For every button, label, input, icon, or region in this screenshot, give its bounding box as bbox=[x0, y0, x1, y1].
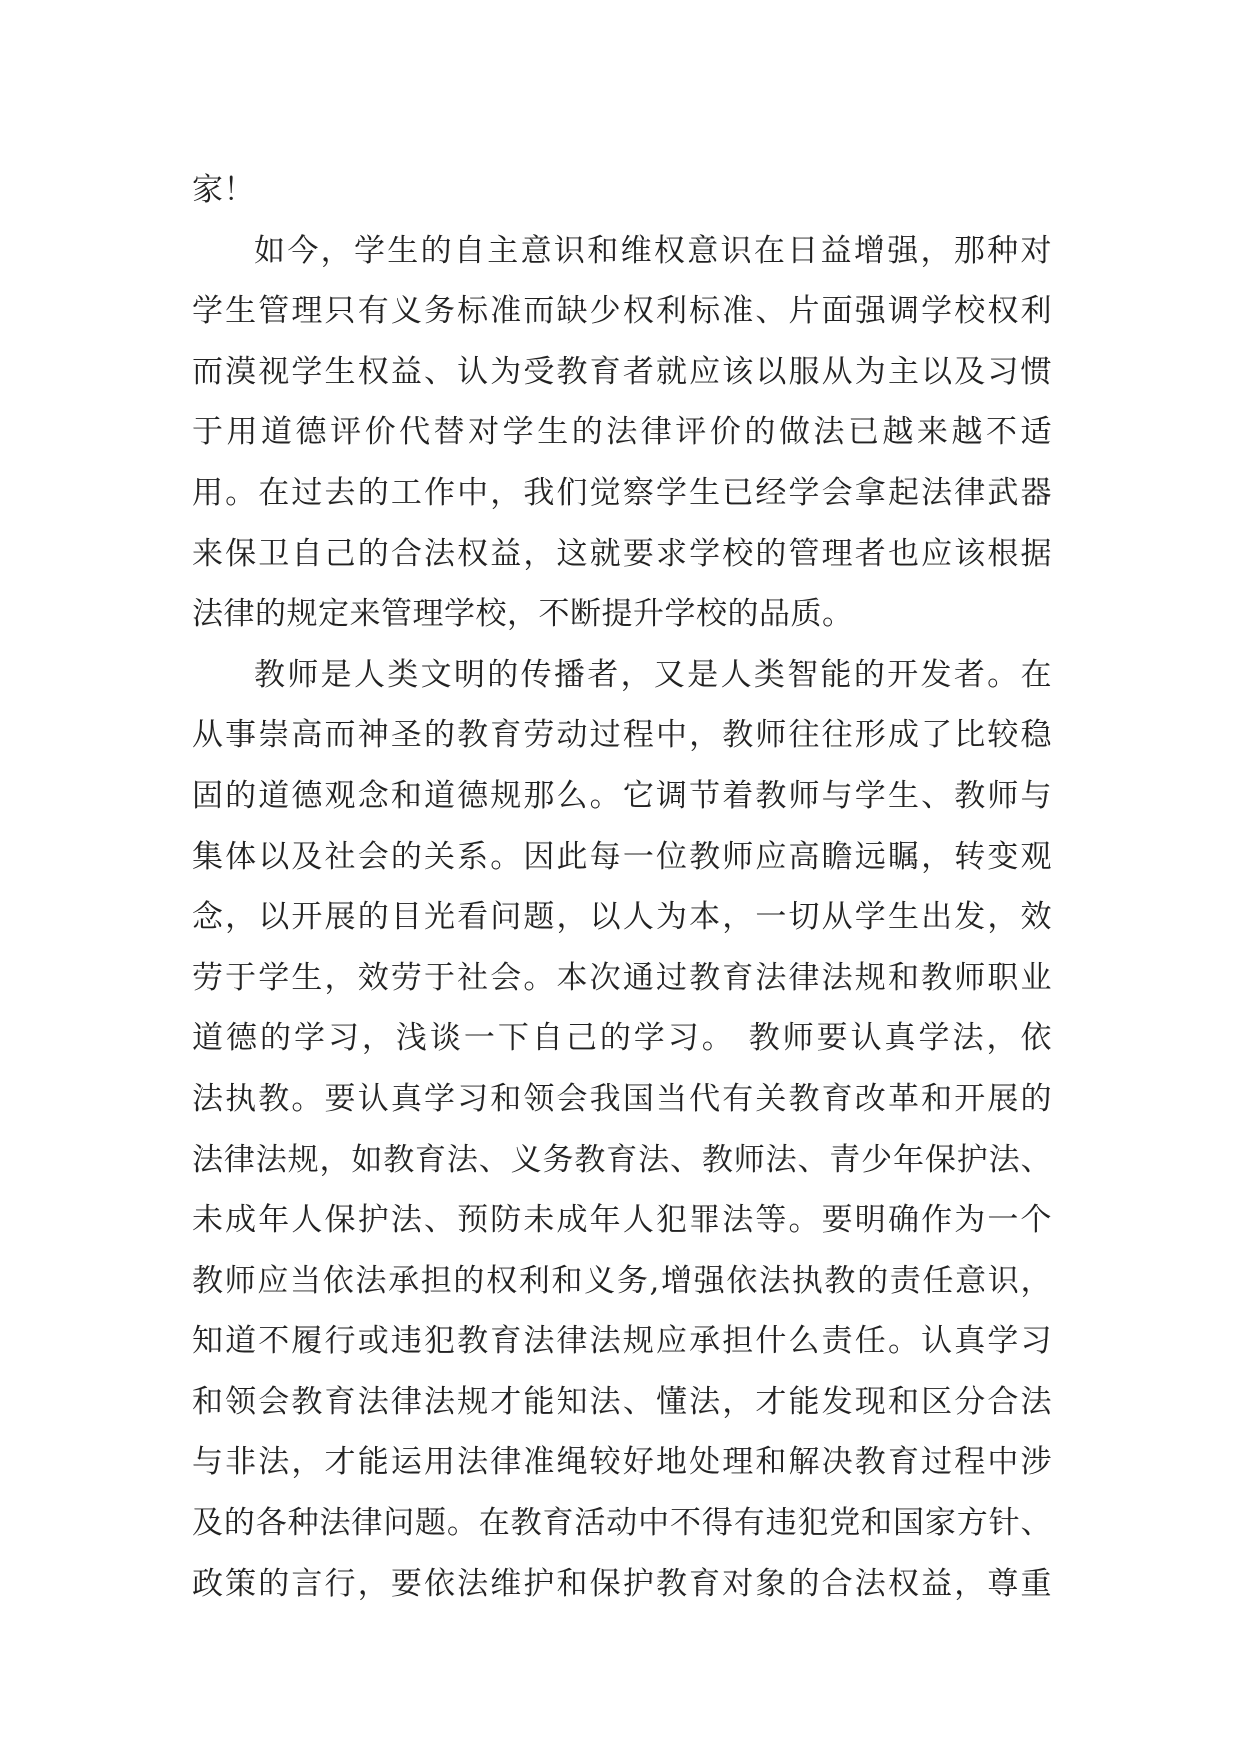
text-line: 来保卫自己的合法权益，这就要求学校的管理者也应该根据 bbox=[192, 535, 1052, 572]
text-line: 法律法规，如教育法、义务教育法、教师法、青少年保护法、 bbox=[192, 1141, 1052, 1178]
text-line: 未成年人保护法、预防未成年人犯罪法等。要明确作为一个 bbox=[192, 1202, 1052, 1239]
paragraph-start-line: 教师是人类文明的传播者，又是人类智能的开发者。在 bbox=[254, 656, 1052, 693]
text-line: 从事崇高而神圣的教育劳动过程中，教师往往形成了比较稳 bbox=[192, 717, 1052, 754]
body-text bbox=[192, 160, 1052, 1614]
text-line: 知道不履行或违犯教育法律法规应承担什么责任。认真学习 bbox=[192, 1323, 1052, 1360]
text-line: 家！ bbox=[192, 172, 255, 208]
paragraph-start-line: 如今，学生的自主意识和维权意识在日益增强，那种对 bbox=[254, 232, 1052, 269]
text-line: 法执教。要认真学习和领会我国当代有关教育改革和开展的 bbox=[192, 1080, 1052, 1117]
text-line: 用。在过去的工作中，我们觉察学生已经学会拿起法律武器 bbox=[192, 474, 1052, 511]
text-line: 政策的言行，要依法维护和保护教育对象的合法权益，尊重 bbox=[192, 1565, 1052, 1602]
text-line: 法律的规定来管理学校，不断提升学校的品质。 bbox=[192, 596, 854, 633]
text-line: 教师应当依法承担的权利和义务,增强依法执教的责任意识， bbox=[192, 1262, 1052, 1299]
text-line: 及的各种法律问题。在教育活动中不得有违犯党和国家方针、 bbox=[192, 1505, 1052, 1542]
text-line: 于用道德评价代替对学生的法律评价的做法已越来越不适 bbox=[192, 414, 1052, 451]
text-line: 集体以及社会的关系。因此每一位教师应高瞻远瞩，转变观 bbox=[192, 838, 1052, 875]
text-line: 学生管理只有义务标准而缺少权利标准、片面强调学校权利 bbox=[192, 293, 1052, 330]
text-line: 劳于学生，效劳于社会。本次通过教育法律法规和教师职业 bbox=[192, 959, 1052, 996]
text-line: 与非法，才能运用法律准绳较好地处理和解决教育过程中涉 bbox=[192, 1444, 1052, 1481]
text-line: 固的道德观念和道德规那么。它调节着教师与学生、教师与 bbox=[192, 777, 1052, 814]
text-line: 和领会教育法律法规才能知法、懂法，才能发现和区分合法 bbox=[192, 1383, 1052, 1420]
text-line: 而漠视学生权益、认为受教育者就应该以服从为主以及习惯 bbox=[192, 353, 1052, 390]
text-line: 道德的学习，浅谈一下自己的学习。 教师要认真学法，依 bbox=[192, 1020, 1052, 1057]
text-line: 念，以开展的目光看问题，以人为本，一切从学生出发，效 bbox=[192, 899, 1052, 936]
